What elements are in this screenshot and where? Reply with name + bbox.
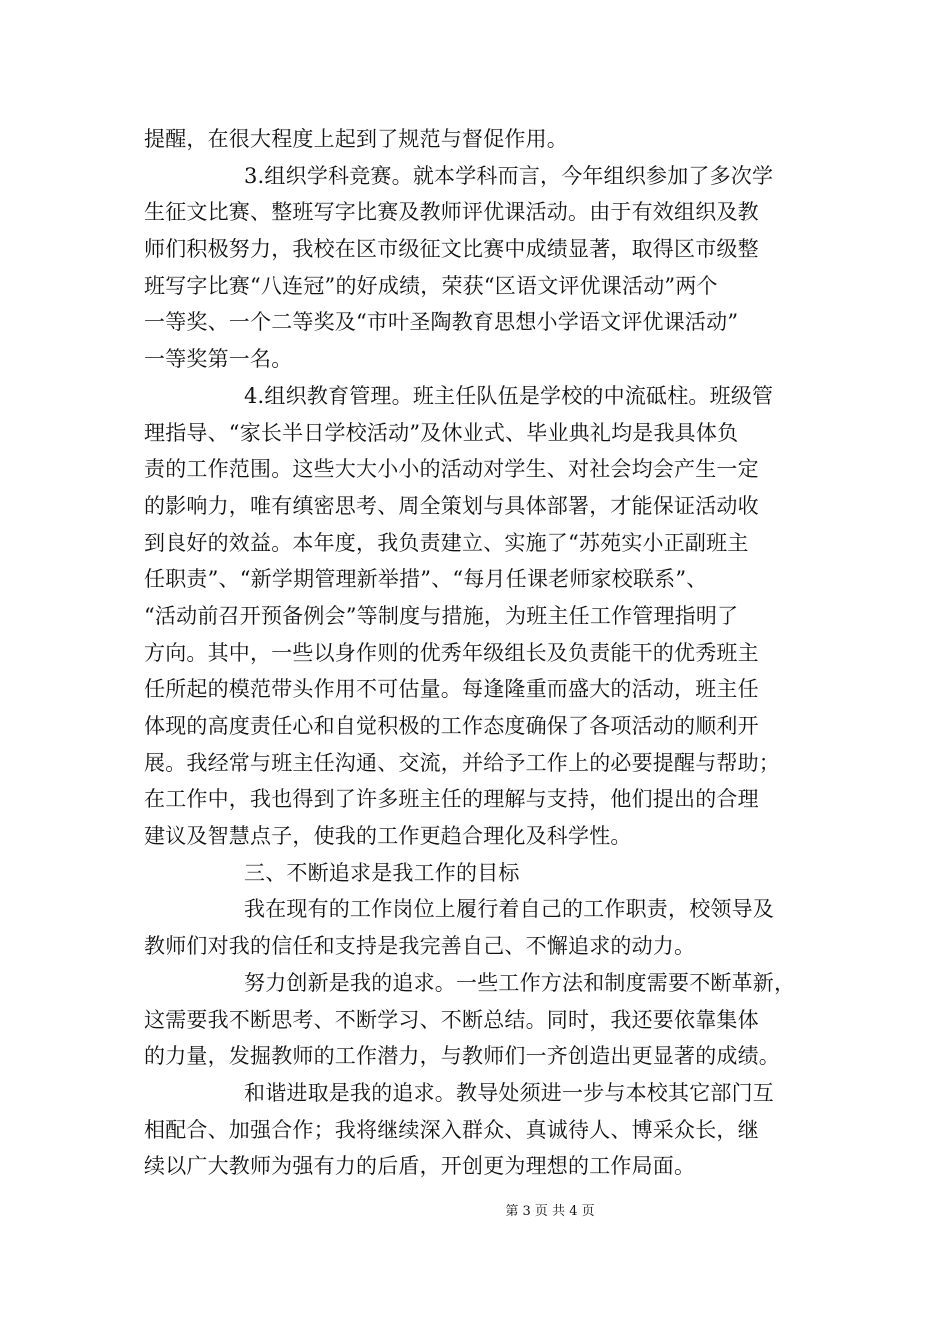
paragraph-start-line: 3.组织学科竞赛。就本学科而言，今年组织参加了多次学 [244, 163, 774, 188]
body-text-line: 续以广大教师为强有力的后盾，开创更为理想的工作局面。 [144, 1154, 696, 1179]
page-number-footer: 第 3 页 共 4 页 [505, 1204, 595, 1219]
body-text-line: 的力量，发掘教师的工作潜力，与教师们一齐创造出更显著的成绩。 [144, 1044, 780, 1069]
body-text-line: 提醒，在很大程度上起到了规范与督促作用。 [144, 127, 568, 151]
body-text-line: 在工作中，我也得到了许多班主任的理解与支持，他们提出的合理 [144, 787, 759, 812]
body-text-line: “活动前召开预备例会”等制度与措施，为班主任工作管理指明了 [144, 603, 739, 628]
body-text-line: 建议及智慧点子，使我的工作更趋合理化及科学性。 [144, 824, 632, 849]
body-text-line: 责的工作范围。这些大大小小的活动对学生、对社会均会产生一定 [144, 457, 759, 482]
body-text-line: 师们积极努力，我校在区市级征文比赛中成绩显著，取得区市级整 [144, 237, 759, 262]
paragraph-start-line: 4.组织教育管理。班主任队伍是学校的中流砥柱。班级管 [244, 383, 774, 408]
document-body [144, 121, 834, 1185]
body-text-line: 一等奖第一名。 [144, 347, 293, 372]
section-heading: 三、不断追求是我工作的目标 [244, 860, 520, 885]
body-text-line: 班写字比赛“八连冠”的好成绩，荣获“区语文评优课活动”两个 [144, 273, 718, 298]
body-text-line: 相配合、加强合作；我将继续深入群众、真诚待人、博采众长，继 [144, 1117, 759, 1142]
body-text-line: 这需要我不断思考、不断学习、不断总结。同时，我还要依靠集体 [144, 1007, 759, 1032]
body-text-line: 教师们对我的信任和支持是我完善自己、不懈追求的动力。 [144, 934, 696, 959]
body-text-line: 理指导、“家长半日学校活动”及休业式、毕业典礼均是我具体负 [144, 420, 739, 445]
body-text-line: 展。我经常与班主任沟通、交流，并给予工作上的必要提醒与帮助； [144, 750, 780, 775]
paragraph-start-line: 和谐进取是我的追求。教导处须进一步与本校其它部门互 [244, 1080, 774, 1105]
body-text-line: 任所起的模范带头作用不可估量。每逢隆重而盛大的活动，班主任 [144, 677, 759, 702]
body-text-line: 生征文比赛、整班写字比赛及教师评优课活动。由于有效组织及教 [144, 200, 759, 225]
body-text-line: 方向。其中，一些以身作则的优秀年级组长及负责能干的优秀班主 [144, 640, 759, 665]
body-text-line: 一等奖、一个二等奖及“市叶圣陶教育思想小学语文评优课活动” [144, 310, 739, 335]
body-text-line: 任职责”、“新学期管理新举措”、“每月任课老师家校联系”、 [144, 567, 708, 592]
body-text-line: 的影响力，唯有缜密思考、周全策划与具体部署，才能保证活动收 [144, 493, 759, 518]
body-text-line: 体现的高度责任心和自觉积极的工作态度确保了各项活动的顺利开 [144, 714, 759, 738]
paragraph-start-line: 努力创新是我的追求。一些工作方法和制度需要不断革新， [244, 970, 796, 995]
paragraph-start-line: 我在现有的工作岗位上履行着自己的工作职责，校领导及 [244, 897, 774, 922]
body-text-line: 到良好的效益。本年度，我负责建立、实施了“苏苑实小正副班主 [144, 530, 749, 555]
